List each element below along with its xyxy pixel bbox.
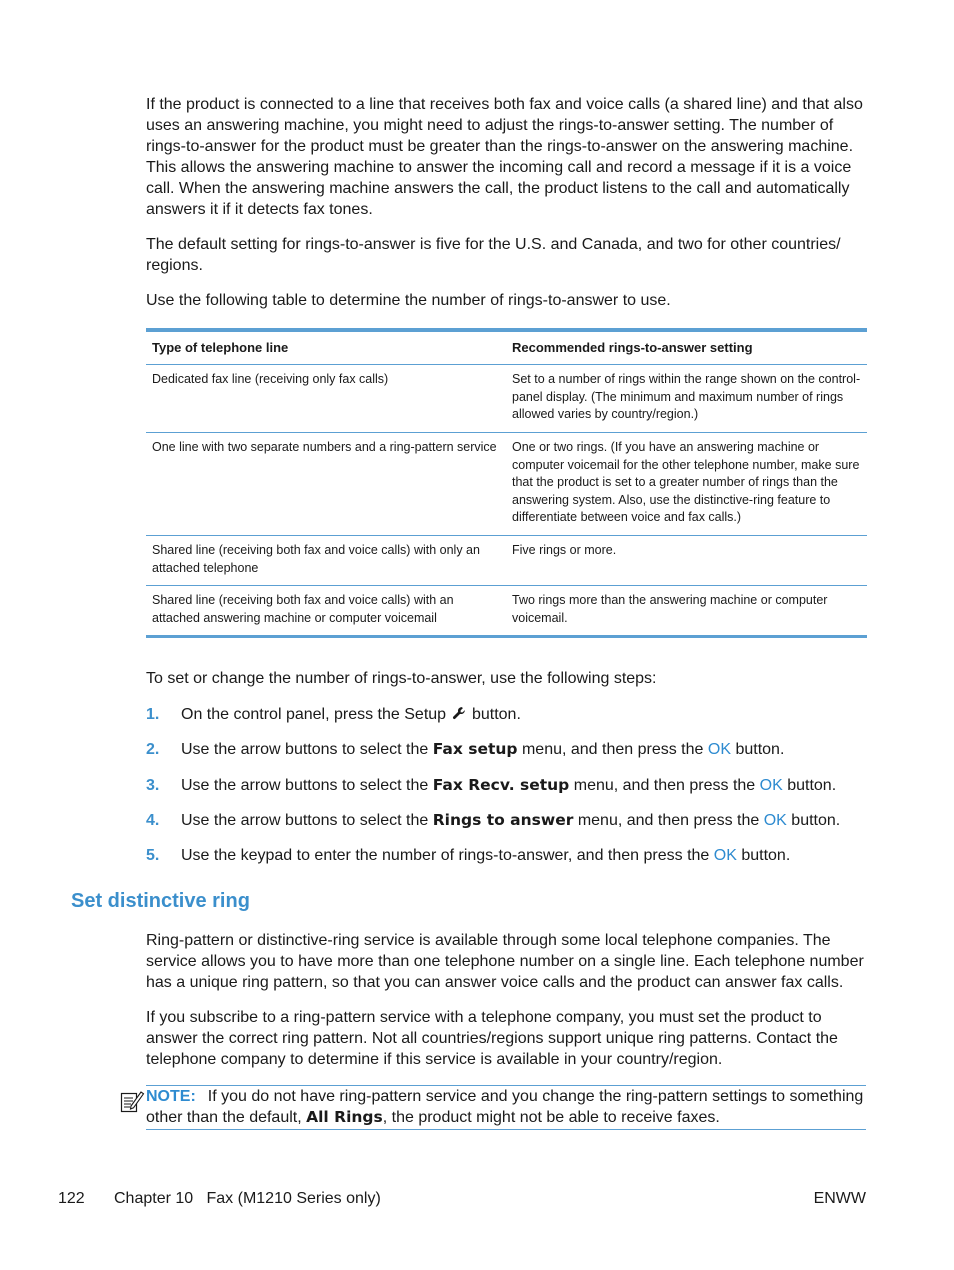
table-cell-setting: One or two rings. (If you have an answering machine or computer voicemail for the other telephone number, make sure that the product is set to a greater number of rings than the answering system. Also, use the distinctive-ring feature to differentiate between voice and fax calls.) <box>512 440 860 525</box>
step-item <box>146 810 866 845</box>
table-cell-setting: Set to a number of rings within the range shown on the control-panel display. (The minimum and maximum number of rings allowed varies by country/region.) <box>512 372 861 422</box>
note-icon <box>119 1088 145 1114</box>
step-number: 4. <box>146 811 160 829</box>
ok-button-label: OK <box>707 741 731 759</box>
menu-name: Fax setup <box>432 740 518 759</box>
step-text: Use the keypad to enter the number of rings-to-answer, and then press the <box>181 847 710 865</box>
step-number: 3. <box>146 776 160 794</box>
table-header-line-type: Type of telephone line <box>152 340 289 356</box>
ok-button-label: OK <box>759 776 783 794</box>
step-text: On the control panel, press the Setup <box>181 706 447 723</box>
intro-paragraph-2: The default setting for rings-to-answer is five for the U.S. and Canada, and two for other countries/ regions. <box>146 236 841 274</box>
table-cell-line-type: Shared line (receiving both fax and voice calls) with an attached answering machine or computer voicemail <box>152 593 454 625</box>
table-cell-setting: Two rings more than the answering machine or computer voicemail. <box>512 593 828 625</box>
step-item <box>146 704 866 739</box>
intro-paragraph-1: If the product is connected to a line that receives both fax and voice calls (a shared line) and that also uses an answering machine, you might need to adjust the rings-to-answer setting. The number of rings-to-answer for the product must be greater than the rings-to-answer on the answering machine. This allows the answering machine to answer the incoming call and record a message if it is a voice call. When the answering machine answers the call, the product listens to the call and automatically answers it if it detects fax tones. <box>146 96 863 218</box>
menu-name: Fax Recv. setup <box>432 775 570 794</box>
step-text: button. <box>787 776 837 794</box>
step-text: button. <box>741 847 791 865</box>
step-text: Use the arrow buttons to select the <box>181 776 429 794</box>
step-text: button. <box>791 811 841 829</box>
steps-intro: To set or change the number of rings-to-answer, use the following steps: <box>146 670 657 687</box>
step-text: button. <box>735 741 785 759</box>
step-text: menu, and then press the <box>577 811 760 829</box>
steps-list <box>146 704 866 880</box>
rings-table <box>146 328 867 638</box>
note-text-end: , the product might not be able to receive faxes. <box>382 1109 720 1126</box>
step-item <box>146 739 866 774</box>
note-text: If you do not have ring-pattern service and you change the ring-pattern settings to something other than the default, <box>146 1088 864 1126</box>
step-text: menu, and then press the <box>521 741 704 759</box>
table-header-setting: Recommended rings-to-answer setting <box>512 340 753 356</box>
table-header-row <box>146 330 867 365</box>
table-row <box>146 535 867 585</box>
step-number: 2. <box>146 741 160 759</box>
step-text: Use the arrow buttons to select the <box>181 811 429 829</box>
note-box <box>146 1085 866 1130</box>
table-row <box>146 433 867 536</box>
footer-chapter: Chapter 10 Fax (M1210 Series only) <box>114 1190 381 1207</box>
step-text: Use the arrow buttons to select the <box>181 741 429 759</box>
note-bold-setting: All Rings <box>306 1108 383 1126</box>
wrench-icon <box>452 706 467 721</box>
menu-name: Rings to answer <box>432 810 574 829</box>
table-row <box>146 365 867 433</box>
step-text: button. <box>471 706 521 723</box>
ok-button-label: OK <box>713 847 737 865</box>
section-heading: Set distinctive ring <box>71 890 250 912</box>
footer-locale: ENWW <box>813 1190 866 1207</box>
step-number: 1. <box>146 706 160 723</box>
table-cell-line-type: Shared line (receiving both fax and voice calls) with only an attached telephone <box>152 542 480 575</box>
section-paragraph-2: If you subscribe to a ring-pattern service with a telephone company, you must set the product to answer the correct ring pattern. Not all countries/regions support unique ring patterns. Contact the telephone company to determine if this service is available in your country/region. <box>146 1009 838 1068</box>
table-row <box>146 586 867 637</box>
note-label: NOTE: <box>146 1088 196 1105</box>
table-cell-setting: Five rings or more. <box>512 542 617 557</box>
intro-paragraph-3: Use the following table to determine the number of rings-to-answer to use. <box>146 292 671 309</box>
table-cell-line-type: Dedicated fax line (receiving only fax calls) <box>152 372 389 386</box>
ok-button-label: OK <box>763 811 787 829</box>
step-item <box>146 775 866 810</box>
footer-page-number: 122 <box>58 1190 85 1207</box>
section-paragraph-1: Ring-pattern or distinctive-ring service is available through some local telephone companies. The service allows you to have more than one telephone number on a single line. Each telephone number has a unique ring pattern, so that you can answer voice calls and the product can answer fax calls. <box>146 932 864 991</box>
step-item <box>146 845 866 880</box>
step-number: 5. <box>146 847 160 865</box>
table-cell-line-type: One line with two separate numbers and a ring-pattern service <box>152 440 497 454</box>
step-text: menu, and then press the <box>573 776 756 794</box>
